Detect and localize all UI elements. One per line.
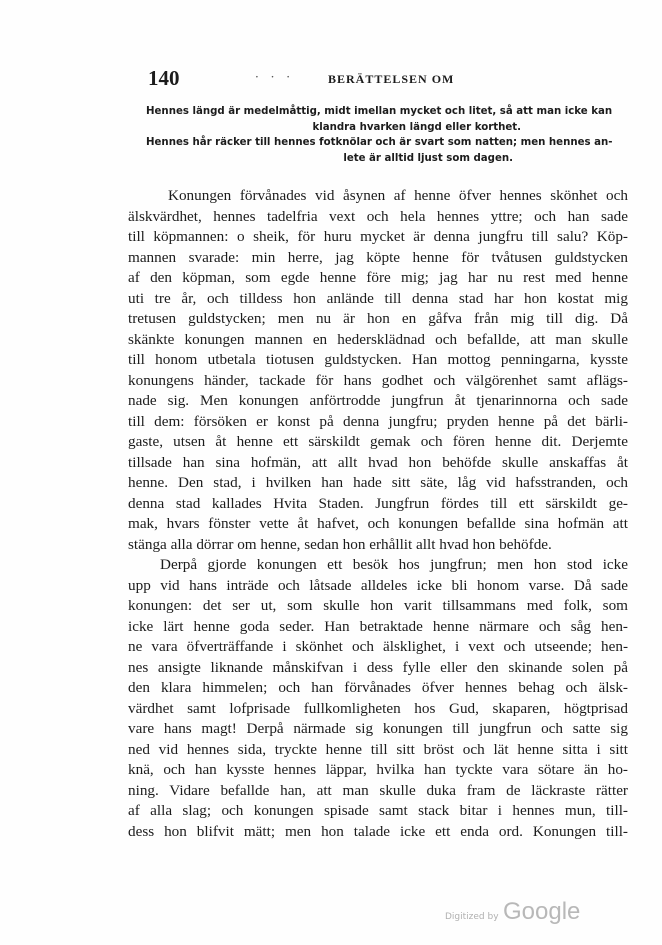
- page-number: 140: [148, 66, 180, 90]
- text-line: ned vid hennes sida, tryckte henne till sitt bröst och lät henne sitta i sitt: [128, 740, 628, 758]
- text-line: af alla slag; och konungen spisade samt stack bitar i hennes mun, till-: [128, 802, 628, 819]
- digitized-watermark: [445, 898, 645, 928]
- epigraph-line: lete är alltid ljust som dagen.: [343, 152, 513, 164]
- text-line: Konungen förvånades vid åsynen af henne öfver hennes skönhet och: [168, 187, 628, 204]
- ornament-dots: · · ·: [255, 70, 295, 84]
- text-line: upp vid hans inträde och låtsade alldeles icke bli honom varse. Då sade: [128, 576, 628, 594]
- text-line: tillsade han sina hofmän, att allt hvad hon behöfde skulle anskaffas åt: [128, 453, 628, 471]
- text-line: nade sig. Men konungen anförtrodde jungfrun åt tjenarinnorna och sade: [128, 392, 628, 409]
- running-head: [148, 66, 468, 90]
- text-line: den klara himmelen; och han förvånades öfver hennes behag och älsk-: [128, 679, 628, 696]
- text-line: denna stad kallades Hvita Staden. Jungfrun fördes till ett särskildt ge-: [128, 494, 628, 512]
- text-line: ning. Vidare befallde han, att man skulle duka fram de läckraste rätter: [128, 781, 628, 799]
- watermark-prefix: Digitized by: [445, 912, 499, 922]
- running-title: BERÄTTELSEN OM: [328, 72, 455, 86]
- text-line: till dem: försöken er konst på denna jungfru; pryden henne på det bärli-: [128, 412, 628, 430]
- text-line: knä, och han kysste hennes läppar, hvilka han tyckte vara sötare än ho-: [128, 761, 628, 778]
- text-line: dess hon blifvit mätt; men hon talade icke ett enda ord. Konungen till-: [128, 822, 628, 840]
- text-line: henne. Den stad, i hvilken han hade sitt säte, låg vid hafsstranden, och: [128, 474, 628, 491]
- text-line: mak, hvars fönster vette åt hafvet, och konungen befallde sina hofmän att: [128, 515, 628, 532]
- epigraph: [146, 104, 611, 166]
- epigraph-line: klandra hvarken längd eller korthet.: [312, 121, 521, 133]
- epigraph-line: Hennes hår räcker till hennes fotknölar och är svart som natten; men hennes an-: [146, 137, 613, 148]
- text-line: icke lärt henne goda seder. Han betraktade henne närmare och såg hen-: [128, 617, 628, 635]
- text-line: konungen: det ser ut, som skulle hon varit tillsammans med folk, som: [128, 597, 628, 614]
- text-line: vare hans magt! Derpå närmade sig konungen till jungfrun och satte sig: [128, 720, 628, 737]
- text-line: skänkte konungen mannen en hedersklädnad och befallde, att man skulle: [128, 330, 628, 348]
- google-logo: Google: [503, 898, 581, 925]
- text-line: värdhet samt lofprisade fullkomligheten hos Gud, skaparen, högtprisad: [128, 699, 628, 717]
- text-line: uti tre år, och tilldess hon anlände till denna stad har hon kostat mig: [128, 289, 628, 307]
- text-line: älskvärdhet, hennes tadelfria vext och hela hennes yttre; och han sade: [128, 207, 628, 225]
- text-line: ne vara öfverträffande i skönhet och älsklighet, i vext och utseende; hen-: [128, 638, 628, 655]
- text-line: tretusen guldstycken; men nu är hon en gåfva från mig till dig. Då: [128, 310, 628, 327]
- body-text: [128, 186, 628, 842]
- text-line: stänga alla dörrar om henne, sedan hon erhållit allt hvad hon behöfde.: [128, 535, 552, 553]
- text-line: Derpå gjorde konungen ett besök hos jungfrun; men hon stod icke: [160, 556, 628, 573]
- text-line: konungens händer, tackade för hans godhet och välgörenhet samt aflägs-: [128, 371, 628, 389]
- text-line: mannen svarade: min herre, jag köpte henne för tvåtusen guldstycken: [128, 248, 628, 266]
- epigraph-line: Hennes längd är medelmåttig, midt imellan mycket och litet, så att man icke kan: [146, 106, 613, 117]
- text-line: till honom utbetala tiotusen guldstycken. Han mottog penningarna, kysste: [128, 351, 628, 368]
- text-line: nes ansigte liknande månskifvan i dess fylle eller den skinande solen på: [128, 658, 628, 676]
- text-line: af den köpman, som egde henne före mig; jag har nu rest med henne: [128, 269, 628, 286]
- text-line: till köpmannen: o sheik, för huru mycket är denna jungfru till salu? Köp-: [128, 228, 628, 245]
- text-line: gaste, utsen åt henne ett särskildt gemak och fören henne dit. Derjemte: [128, 433, 628, 450]
